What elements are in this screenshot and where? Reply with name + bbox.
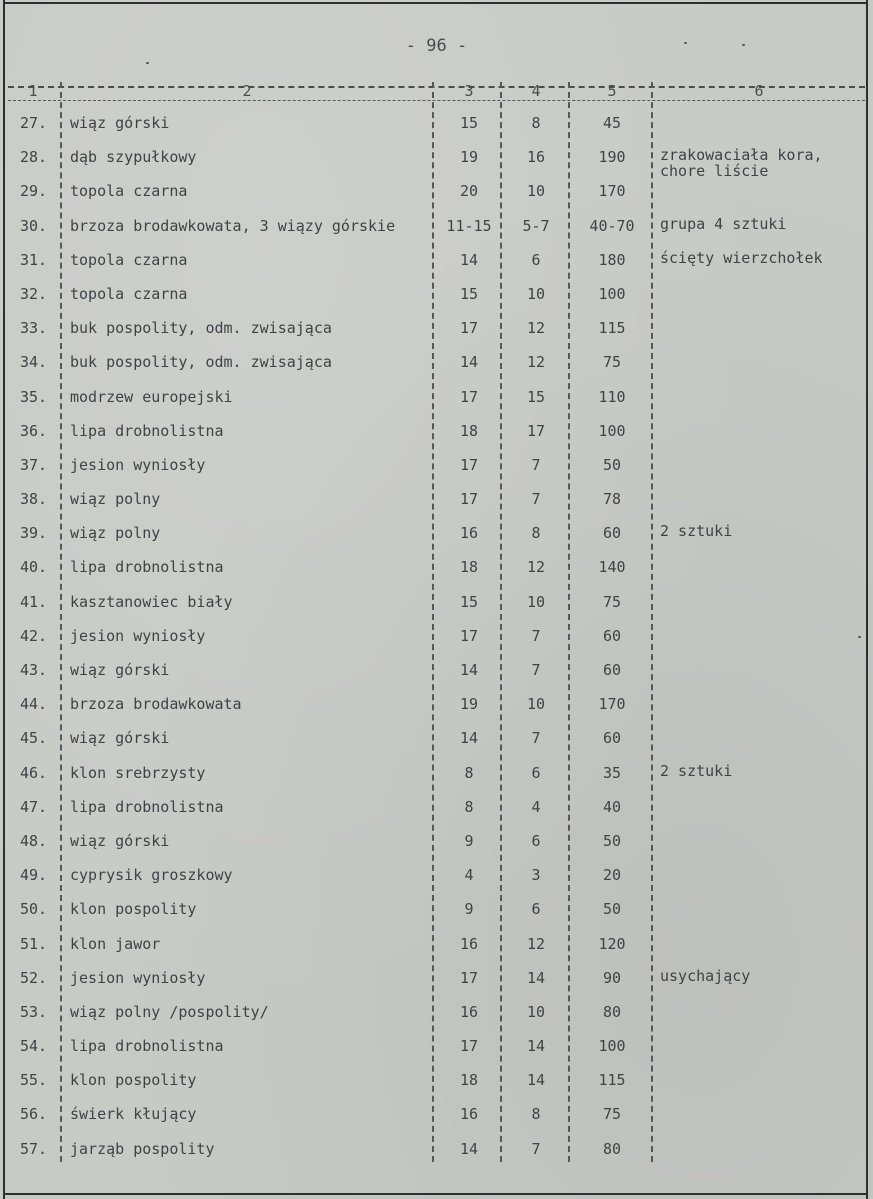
height-value: 18 [459,558,479,577]
circumference-value: 170 [598,182,626,201]
species-name: wiąz górski [70,729,170,748]
crown-value: 6 [531,900,541,919]
row-number: 56. [20,1105,48,1124]
circumference-value: 60 [602,626,622,645]
crown-value: 14 [526,968,546,987]
table-row [0,108,873,142]
table-row [0,929,873,963]
tree-table-body [0,108,873,1168]
species-name: jarząb pospolity [70,1139,215,1158]
circumference-value: 100 [598,1037,626,1056]
crown-value: 10 [526,284,546,303]
circumference-value: 180 [598,250,626,269]
circumference-value: 50 [602,455,622,474]
circumference-value: 170 [598,695,626,714]
species-name: wiąz polny [70,524,161,543]
circumference-value: 60 [602,524,622,543]
crown-value: 14 [526,1037,546,1056]
circumference-value: 75 [602,1105,622,1124]
crown-value: 7 [531,661,541,679]
crown-value: 12 [526,558,546,577]
scan-border-bottom [3,1193,868,1195]
column-header-3: 3 [464,82,474,100]
crown-value: 6 [531,763,541,782]
table-row [0,176,873,210]
row-number: 34. [20,353,48,372]
table-row [0,518,873,552]
column-header-2: 2 [242,82,252,100]
height-value: 8 [464,797,474,816]
height-value: 14 [459,353,479,372]
row-number: 30. [20,216,48,235]
height-value: 14 [459,250,479,269]
crown-value: 7 [531,455,541,474]
table-row [0,723,873,757]
column-header-6: 6 [754,82,764,100]
species-name: lipa drobnolistna [70,558,224,577]
row-number: 54. [20,1037,48,1056]
row-number: 42. [20,626,48,645]
height-value: 19 [459,695,479,714]
height-value: 14 [459,1139,479,1158]
row-number: 44. [20,695,48,714]
crown-value: 8 [531,524,541,543]
circumference-value: 75 [602,592,622,611]
table-row [0,484,873,518]
table-row [0,279,873,313]
circumference-value: 40 [602,797,622,816]
table-row [0,142,873,181]
crown-value: 6 [531,831,541,850]
row-number: 40. [20,558,48,577]
crown-value: 8 [531,114,541,132]
height-value: 19 [459,148,479,167]
species-name: jesion wyniosły [70,626,206,645]
circumference-value: 80 [602,1139,622,1158]
circumference-value: 115 [598,319,626,338]
circumference-value: 110 [598,387,626,406]
species-name: świerk kłujący [70,1105,197,1124]
height-value: 15 [459,284,479,303]
crown-value: 7 [531,1139,541,1158]
remarks: 2 sztuki [660,522,733,541]
height-value: 16 [459,524,479,543]
species-name: klon pospolity [70,1071,197,1090]
crown-value: 5-7 [522,216,550,235]
crown-value: 10 [526,1002,546,1021]
column-header-1: 1 [28,82,38,100]
crown-value: 8 [531,1105,541,1124]
row-number: 57. [20,1139,48,1158]
height-value: 18 [459,421,479,440]
species-name: modrzew europejski [70,387,233,406]
table-row [0,792,873,826]
height-value: 17 [459,319,479,338]
row-number: 39. [20,524,48,543]
row-number: 33. [20,319,48,338]
scan-speck [742,44,745,46]
species-name: dąb szypułkowy [70,148,197,167]
species-name: kasztanowiec biały [70,592,233,611]
scan-speck [684,42,687,44]
row-number: 35. [20,387,48,406]
circumference-value: 75 [602,353,622,372]
height-value: 17 [459,455,479,474]
column-header-5: 5 [607,82,617,100]
height-value: 18 [459,1071,479,1090]
remarks: 2 sztuki [660,761,733,780]
crown-value: 10 [526,695,546,714]
circumference-value: 40-70 [589,216,635,235]
row-number: 31. [20,250,48,269]
crown-value: 7 [531,729,541,748]
height-value: 17 [459,626,479,645]
row-number: 41. [20,592,48,611]
height-value: 15 [459,592,479,611]
height-value: 4 [464,866,474,885]
circumference-value: 35 [602,763,622,782]
crown-value: 4 [531,797,541,816]
table-row [0,1134,873,1168]
circumference-value: 60 [602,661,622,679]
row-number: 32. [20,284,48,303]
table-row [0,826,873,860]
height-value: 20 [459,182,479,201]
row-number: 45. [20,729,48,748]
circumference-value: 90 [602,968,622,987]
column-header-4: 4 [531,82,541,100]
species-name: klon jawor [70,934,161,953]
scan-speck [146,62,149,64]
height-value: 16 [459,1105,479,1124]
table-row [0,963,873,997]
height-value: 17 [459,490,479,509]
table-header [0,82,873,102]
row-number: 53. [20,1002,48,1021]
crown-value: 12 [526,353,546,372]
scan-speck [858,636,861,638]
table-row [0,997,873,1031]
height-value: 15 [459,114,479,132]
table-row [0,347,873,381]
crown-value: 16 [526,148,546,167]
height-value: 17 [459,968,479,987]
row-number: 50. [20,900,48,919]
crown-value: 10 [526,182,546,201]
crown-value: 12 [526,934,546,953]
species-name: topola czarna [70,250,188,269]
row-number: 48. [20,831,48,850]
circumference-value: 190 [598,148,626,167]
table-row [0,1099,873,1133]
crown-value: 10 [526,592,546,611]
table-row [0,450,873,484]
circumference-value: 115 [598,1071,626,1090]
species-name: wiąz górski [70,661,170,679]
species-name: klon srebrzysty [70,763,206,782]
table-row [0,211,873,245]
table-row [0,621,873,655]
row-number: 37. [20,455,48,474]
remarks: usychający [660,966,751,985]
species-name: wiąz górski [70,114,170,132]
row-number: 55. [20,1071,48,1090]
row-number: 36. [20,421,48,440]
species-name: lipa drobnolistna [70,1037,224,1056]
height-value: 17 [459,387,479,406]
row-number: 46. [20,763,48,782]
table-row [0,860,873,894]
circumference-value: 20 [602,866,622,885]
table-row [0,382,873,416]
scan-border-top [3,2,868,4]
height-value: 14 [459,661,479,679]
height-value: 8 [464,763,474,782]
remarks: grupa 4 sztuki [660,214,787,233]
height-value: 9 [464,831,474,850]
species-name: wiąz polny [70,490,161,509]
species-name: brzoza brodawkowata [70,695,242,714]
circumference-value: 120 [598,934,626,953]
crown-value: 6 [531,250,541,269]
species-name: buk pospolity, odm. zwisająca [70,319,332,338]
table-row [0,587,873,621]
circumference-value: 100 [598,284,626,303]
circumference-value: 50 [602,900,622,919]
species-name: buk pospolity, odm. zwisająca [70,353,332,372]
remarks: zrakowaciała kora, chore liście [660,146,823,181]
height-value: 17 [459,1037,479,1056]
height-value: 16 [459,1002,479,1021]
species-name: lipa drobnolistna [70,797,224,816]
table-row [0,758,873,792]
species-name: jesion wyniosły [70,968,206,987]
table-row [0,245,873,279]
height-value: 11-15 [446,216,492,235]
height-value: 9 [464,900,474,919]
crown-value: 12 [526,319,546,338]
crown-value: 14 [526,1071,546,1090]
species-name: wiąz górski [70,831,170,850]
circumference-value: 78 [602,490,622,509]
row-number: 52. [20,968,48,987]
page-number: - 96 - [405,36,468,56]
height-value: 14 [459,729,479,748]
height-value: 16 [459,934,479,953]
table-row [0,313,873,347]
circumference-value: 60 [602,729,622,748]
row-number: 49. [20,866,48,885]
species-name: cyprysik groszkowy [70,866,233,885]
circumference-value: 80 [602,1002,622,1021]
species-name: lipa drobnolistna [70,421,224,440]
table-row [0,894,873,928]
species-name: topola czarna [70,284,188,303]
circumference-value: 100 [598,421,626,440]
species-name: brzoza brodawkowata, 3 wiązy górskie [70,216,396,235]
circumference-value: 45 [602,114,622,132]
table-row [0,416,873,450]
remarks: ścięty wierzchołek [660,248,823,267]
table-row [0,1065,873,1099]
crown-value: 7 [531,626,541,645]
row-number: 38. [20,490,48,509]
row-number: 51. [20,934,48,953]
species-name: jesion wyniosły [70,455,206,474]
species-name: wiąz polny /pospolity/ [70,1002,269,1021]
table-row [0,1031,873,1065]
row-number: 43. [20,661,48,679]
circumference-value: 50 [602,831,622,850]
crown-value: 17 [526,421,546,440]
crown-value: 7 [531,490,541,509]
row-number: 29. [20,182,48,201]
crown-value: 3 [531,866,541,885]
species-name: klon pospolity [70,900,197,919]
table-row [0,552,873,586]
circumference-value: 140 [598,558,626,577]
species-name: topola czarna [70,182,188,201]
table-row [0,689,873,723]
row-number: 28. [20,148,48,167]
crown-value: 15 [526,387,546,406]
row-number: 27. [20,114,48,132]
row-number: 47. [20,797,48,816]
table-row [0,655,873,689]
